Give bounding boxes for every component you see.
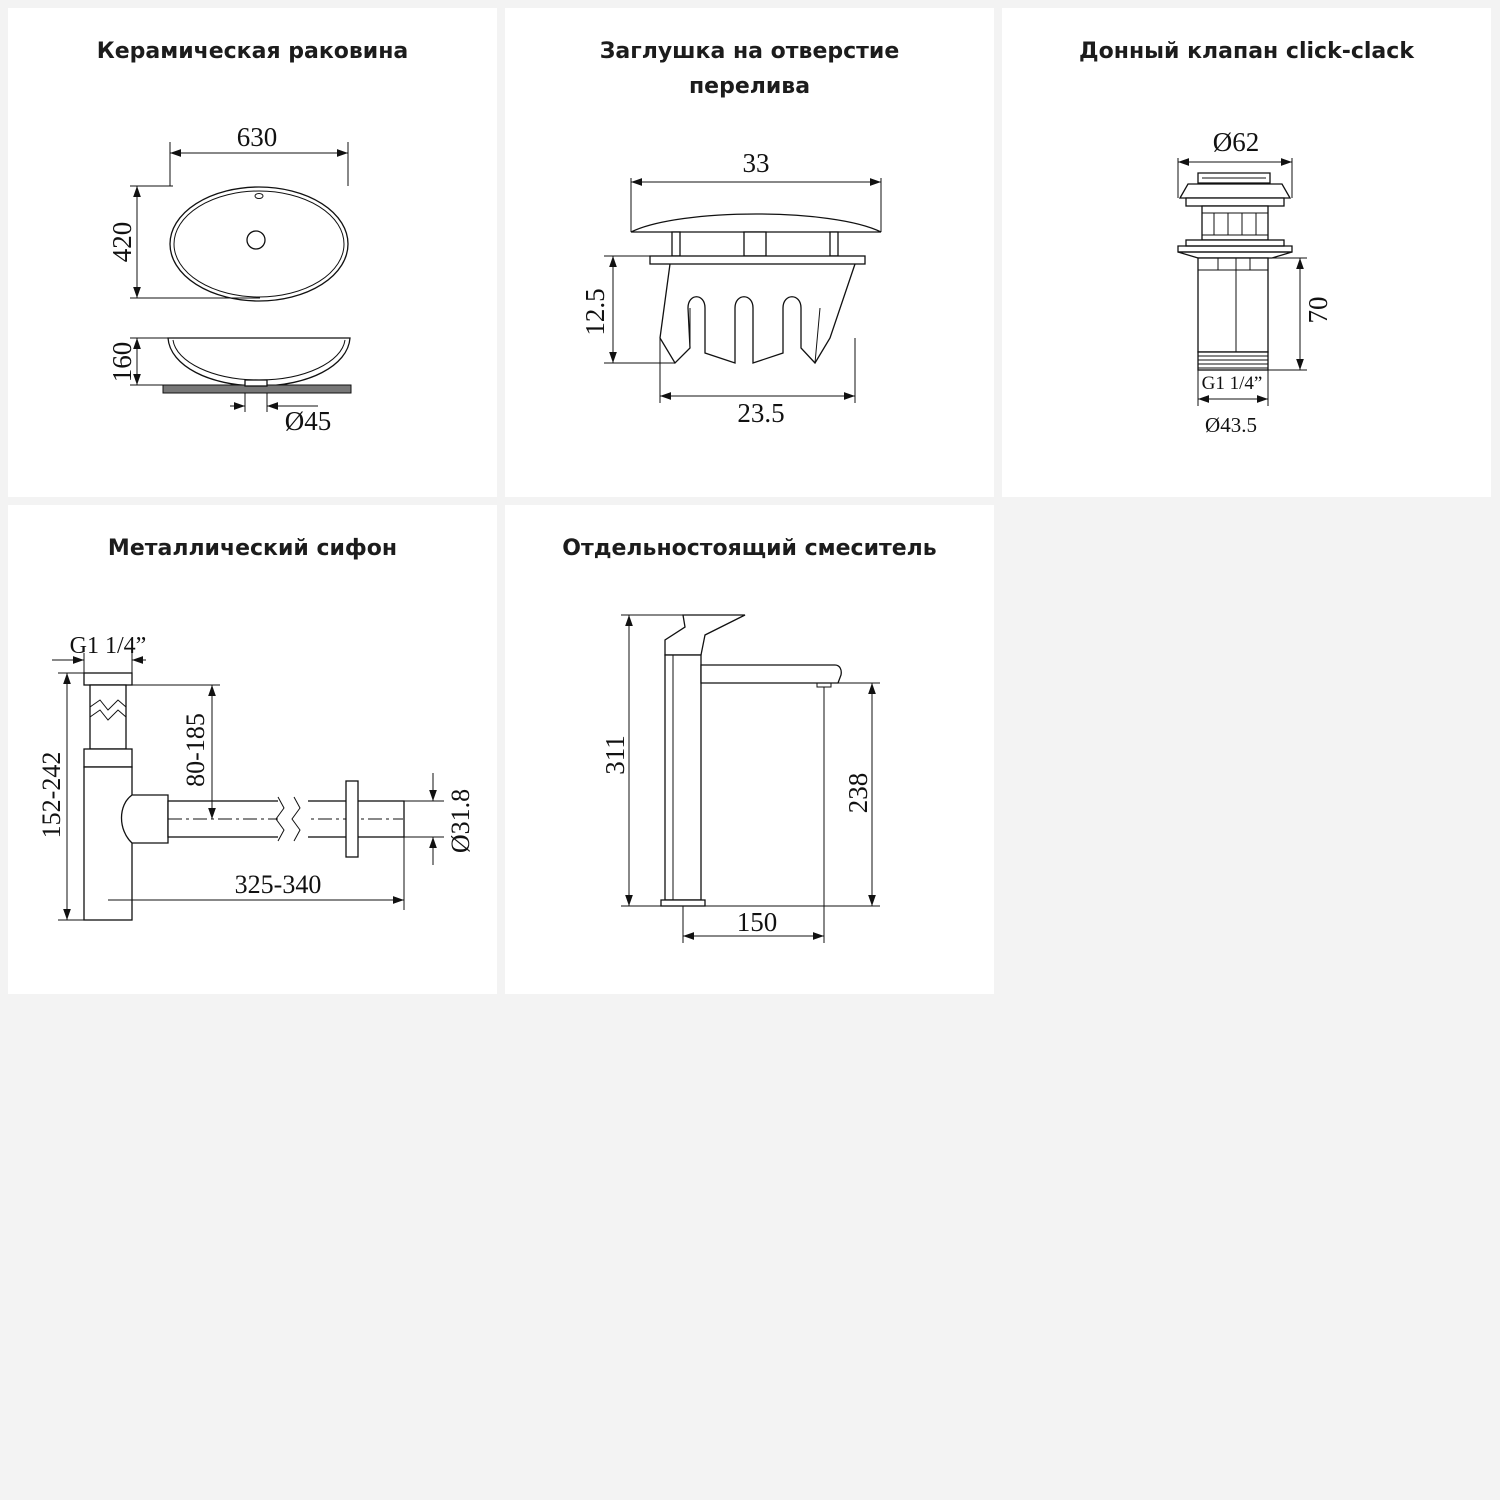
basin-drain-outlet [245, 380, 267, 386]
siphon-card [8, 505, 497, 994]
drain-height-label: 70 [1303, 296, 1333, 324]
overflow-cap-title: Заглушка на отверстие перелива [599, 39, 900, 99]
cap-dome [631, 214, 881, 232]
basin-drain-label: Ø45 [284, 406, 332, 436]
siphon-length-label: 325-340 [234, 870, 322, 899]
siphon-bottle [84, 767, 132, 920]
mixer-title: Отдельностоящий смеситель [562, 536, 937, 561]
mixer-handle [665, 615, 745, 655]
drain-outlet-label: Ø43.5 [1205, 413, 1257, 437]
basin-card [8, 8, 497, 497]
cap-top-label: 33 [742, 148, 770, 178]
drain-valve-card [1002, 8, 1491, 497]
basin-side-profile [168, 338, 350, 386]
mixer-spout-height-label: 238 [843, 772, 873, 814]
basin-height-label: 160 [107, 341, 137, 383]
cap-height-label: 12.5 [580, 288, 610, 336]
drain-thread-label: G1 1/4” [1201, 373, 1263, 394]
siphon-thread-label: G1 1/4” [69, 633, 147, 659]
overflow-cap-drawing [505, 8, 994, 497]
basin-title: Керамическая раковина [96, 39, 409, 64]
siphon-drop-label: 80-185 [181, 713, 210, 787]
mixer-reach-label: 150 [736, 907, 778, 937]
basin-top-inner [174, 191, 344, 297]
drain-body [1198, 258, 1268, 352]
basin-drawing [8, 8, 497, 497]
siphon-title: Металлический сифон [107, 536, 398, 561]
mixer-card [505, 505, 994, 994]
siphon-drawing [8, 505, 497, 994]
drain-valve-drawing [1002, 8, 1491, 497]
cap-flange [650, 256, 865, 264]
basin-width-label: 630 [236, 122, 278, 152]
cap-prongs [660, 264, 855, 363]
siphon-pipe-label: Ø31.8 [446, 788, 475, 854]
siphon-wall-flange [346, 781, 358, 857]
basin-depth-label: 420 [107, 221, 137, 263]
mixer-body [665, 655, 701, 900]
mixer-spout [701, 665, 841, 683]
drain-diameter-label: Ø62 [1212, 127, 1260, 157]
mixer-height-label: 311 [600, 735, 630, 775]
cap-bottom-label: 23.5 [737, 398, 785, 428]
drain-valve-title: Донный клапан click-clack [1079, 39, 1414, 64]
basin-top-outer [170, 187, 348, 301]
basin-drain-hole [247, 231, 265, 249]
drain-thread [1198, 352, 1268, 370]
overflow-cap-card [505, 8, 994, 497]
basin-overflow-hole [255, 194, 263, 199]
mixer-drawing [505, 505, 994, 994]
siphon-height-label: 152-242 [37, 751, 66, 839]
